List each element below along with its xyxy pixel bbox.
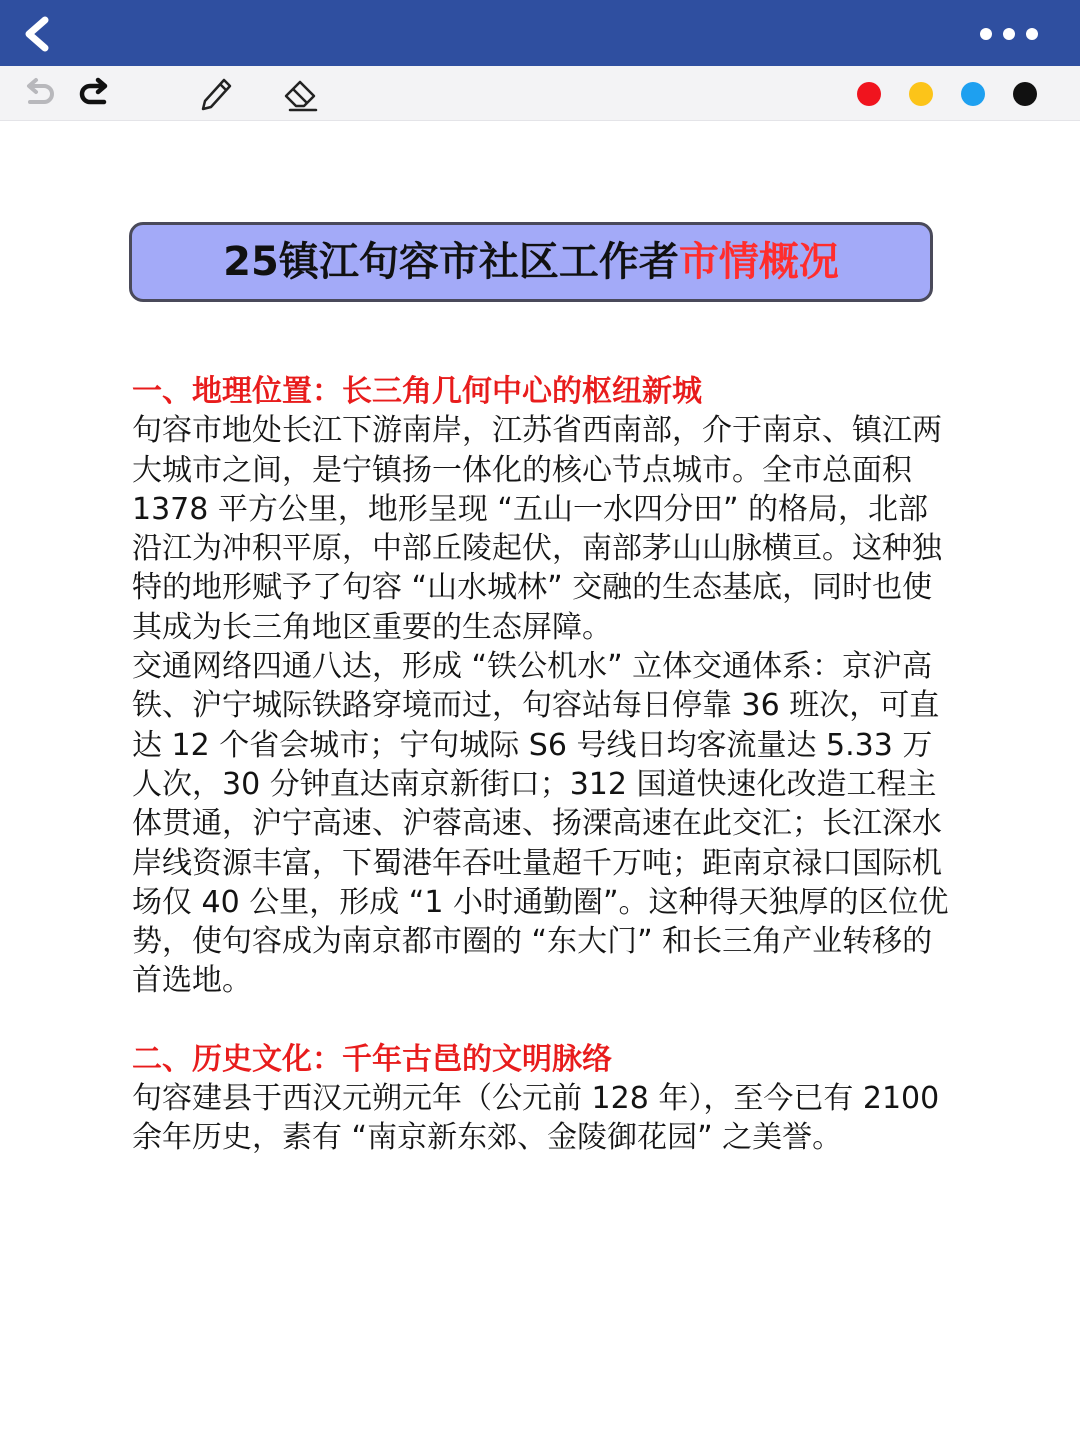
- pencil-icon: [196, 74, 236, 114]
- eraser-icon: [280, 74, 320, 114]
- color-yellow-swatch[interactable]: [909, 82, 933, 106]
- article-body: [132, 372, 952, 1158]
- undo-icon: [18, 74, 58, 114]
- eraser-button[interactable]: [280, 74, 320, 114]
- page-title: [129, 222, 933, 302]
- more-button[interactable]: [974, 22, 1044, 46]
- section-spacer: [132, 1001, 952, 1040]
- color-red-swatch[interactable]: [857, 82, 881, 106]
- color-blue-swatch[interactable]: [961, 82, 985, 106]
- redo-button[interactable]: [76, 74, 116, 114]
- section-heading-geography: 一、地理位置：长三角几何中心的枢纽新城: [132, 374, 702, 409]
- title-highlight: 市情概况: [678, 239, 839, 285]
- undo-button[interactable]: [18, 74, 58, 114]
- edit-toolbar: [0, 66, 1080, 121]
- more-horizontal-icon: [974, 22, 1044, 46]
- color-black-swatch[interactable]: [1013, 82, 1037, 106]
- section-heading-history: 二、历史文化：千年古邑的文明脉络: [132, 1041, 612, 1077]
- paragraph: 句容建县于西汉元朔元年（公元前 128 年），至今已有 2100 余年历史，素有 “南京新东郊、金陵御花园” 之美誉。: [132, 1081, 940, 1156]
- top-nav-bar: [0, 0, 1080, 66]
- pencil-button[interactable]: [196, 74, 236, 114]
- back-button[interactable]: [18, 14, 58, 54]
- redo-icon: [76, 74, 116, 114]
- paragraph: 句容市地处长江下游南岸，江苏省西南部，介于南京、镇江两大城市之间，是宁镇扬一体化的核心节点城市。全市总面积 1378 平方公里，地形呈现 “五山一水四分田” 的格局，北部沿江为冲积平原，中部丘陵起伏，南部茅山山脉横亘。这种独特的地形赋予了句容 “山水城林” 交融的生态基底，同时也使其成为长三角地区重要的生态屏障。: [132, 413, 942, 645]
- paragraph: 交通网络四通八达，形成 “铁公机水” 立体交通体系：京沪高铁、沪宁城际铁路穿境而过，句容站每日停靠 36 班次，可直达 12 个省会城市；宁句城际 S6 号线日均客流量达 5.33 万人次，30 分钟直达南京新街口；312 国道快速化改造工程主体贯通，沪宁高速、沪蓉高速、扬溧高速在此交汇；长江深水岸线资源丰富，下蜀港年吞吐量超千万吨；距南京禄口国际机场仅 40 公里，形成 “1 小时通勤圈”。这种得天独厚的区位优势，使句容成为南京都市圈的 “东大门” 和长三角产业转移的首选地。: [132, 649, 949, 999]
- title-main: 25镇江句容市社区工作者: [223, 239, 679, 285]
- chevron-left-icon: [18, 14, 58, 54]
